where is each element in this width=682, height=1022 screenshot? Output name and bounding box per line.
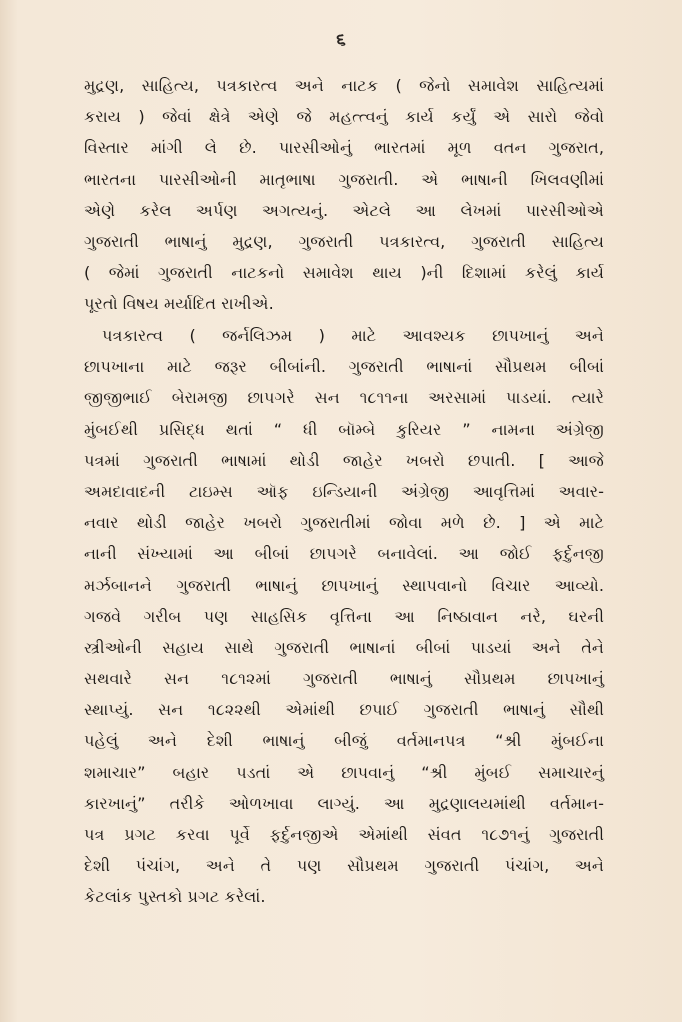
paragraph-line: ગજવે ગરીબ પણ સાહસિક વૃત્તિના આ નિષ્ઠાવાન નરે, ઘરની — [84, 606, 604, 626]
paragraph-1 — [84, 70, 604, 320]
paragraph-line: મુદ્રણ, સાહિત્ય, પત્રકારત્વ અને નાટક ( જેનો સમાવેશ સાહિત્યમાં — [84, 76, 604, 95]
paragraph-line: એણે કરેલ અર્પણ અગત્યનું. એટલે આ લેખમાં પારસીઓએ — [84, 200, 604, 220]
paragraph-line: પત્રકારત્વ ( જર્નલિઝમ ) માટે આવશ્યક છાપખાનું અને — [102, 326, 604, 345]
paragraph-line: નાની સંખ્યામાં આ બીબાં છાપગરે બનાવેલાં. આ જોઈ ફર્દુનજી — [84, 544, 604, 564]
paragraph-line: ભારતના પારસીઓની માતૃભાષા ગુજરાતી. એ ભાષાની ખિલવણીમાં — [84, 169, 604, 189]
paragraph-line: મુંબઈથી પ્રસિદ્ધ થતાં “ ધી બૉમ્બે કુરિયર ” નામના અંગ્રેજી — [84, 419, 604, 439]
paragraph-line: કેટલાંક પુસ્તકો પ્રગટ કરેલાં. — [84, 887, 266, 907]
paragraph-line: શમાચાર” બહાર પડતાં એ છાપવાનું “શ્રી મુંબઈ સમાચારનું — [84, 762, 604, 782]
paragraph-line: કારખાનું” તરીકે ઓળખાવા લાગ્યું. આ મુદ્રણાલયમાંથી વર્તમાન- — [84, 793, 604, 813]
page-number: ૬ — [336, 30, 346, 50]
paragraph-line: સ્ત્રીઓની સહાય સાથે ગુજરાતી ભાષાનાં બીબાં પાડયાં અને તેને — [84, 637, 604, 657]
paragraph-line: સ્થાપ્યું. સન ૧૮૨૨થી એમાંથી છપાઈ ગુજરાતી ભાષાનું સૌથી — [84, 700, 604, 720]
paragraph-line: ગુજરાતી ભાષાનું મુદ્રણ, ગુજરાતી પત્રકારત્વ, ગુજરાતી સાહિત્ય — [84, 231, 604, 251]
paragraph-line: જીજીભાઈ બેરામજી છાપગરે સન ૧૮૧૧ના અરસામાં પાડયાં. ત્યારે — [84, 388, 604, 408]
paragraph-line: દેશી પંચાંગ, અને તે પણ સૌપ્રથમ ગુજરાતી પંચાંગ, અને — [84, 856, 604, 876]
paragraph-2 — [84, 320, 604, 913]
paragraph-line: સથવારે સન ૧૮૧૨માં ગુજરાતી ભાષાનું સૌપ્રથમ છાપખાનું — [84, 669, 604, 689]
paragraph-line: પહેલું અને દેશી ભાષાનું બીજું વર્તમાનપત્ર “શ્રી મુંબઈના — [84, 731, 604, 751]
paragraph-line: અમદાવાદની ટાઇમ્સ ઑફ ઇન્ડિયાની અંગ્રેજી આવૃત્તિમાં અવાર- — [84, 481, 604, 501]
paragraph-line: નવાર થોડી જાહેર ખબરો ગુજરાતીમાં જોવા મળે છે. ] એ માટે — [84, 513, 604, 533]
paragraph-line: પૂરતો વિષય મર્યાદિત રાખીએ. — [84, 294, 274, 314]
faded-background-mark — [309, 894, 549, 918]
paragraph-line: વિસ્તાર માંગી લે છે. પારસીઓનું ભારતમાં મૂળ વતન ગુજરાત, — [84, 138, 604, 158]
paragraph-line: ( જેમાં ગુજરાતી નાટકનો સમાવેશ થાય )ની દિશામાં કરેલું કાર્ય — [84, 263, 604, 283]
paragraph-line: પત્ર પ્રગટ કરવા પૂર્વે ફર્દુનજીએ એમાંથી સંવત ૧૮૭૧નું ગુજરાતી — [84, 825, 604, 844]
paragraph-line: મર્ઝબાનને ગુજરાતી ભાષાનું છાપખાનું સ્થાપવાનો વિચાર આવ્યો. — [84, 575, 604, 595]
paragraph-line: કરાય ) જેવાં ક્ષેત્રે એણે જે મહત્ત્વનું કાર્ય કર્યું એ સારો જેવો — [84, 107, 604, 127]
paragraph-line: છાપખાના માટે જરૂર બીબાંની. ગુજરાતી ભાષાનાં સૌપ્રથમ બીબાં — [84, 357, 604, 377]
paragraph-line: પત્રમાં ગુજરાતી ભાષામાં થોડી જાહેર ખબરો છપાતી. [ આજે — [84, 450, 604, 470]
